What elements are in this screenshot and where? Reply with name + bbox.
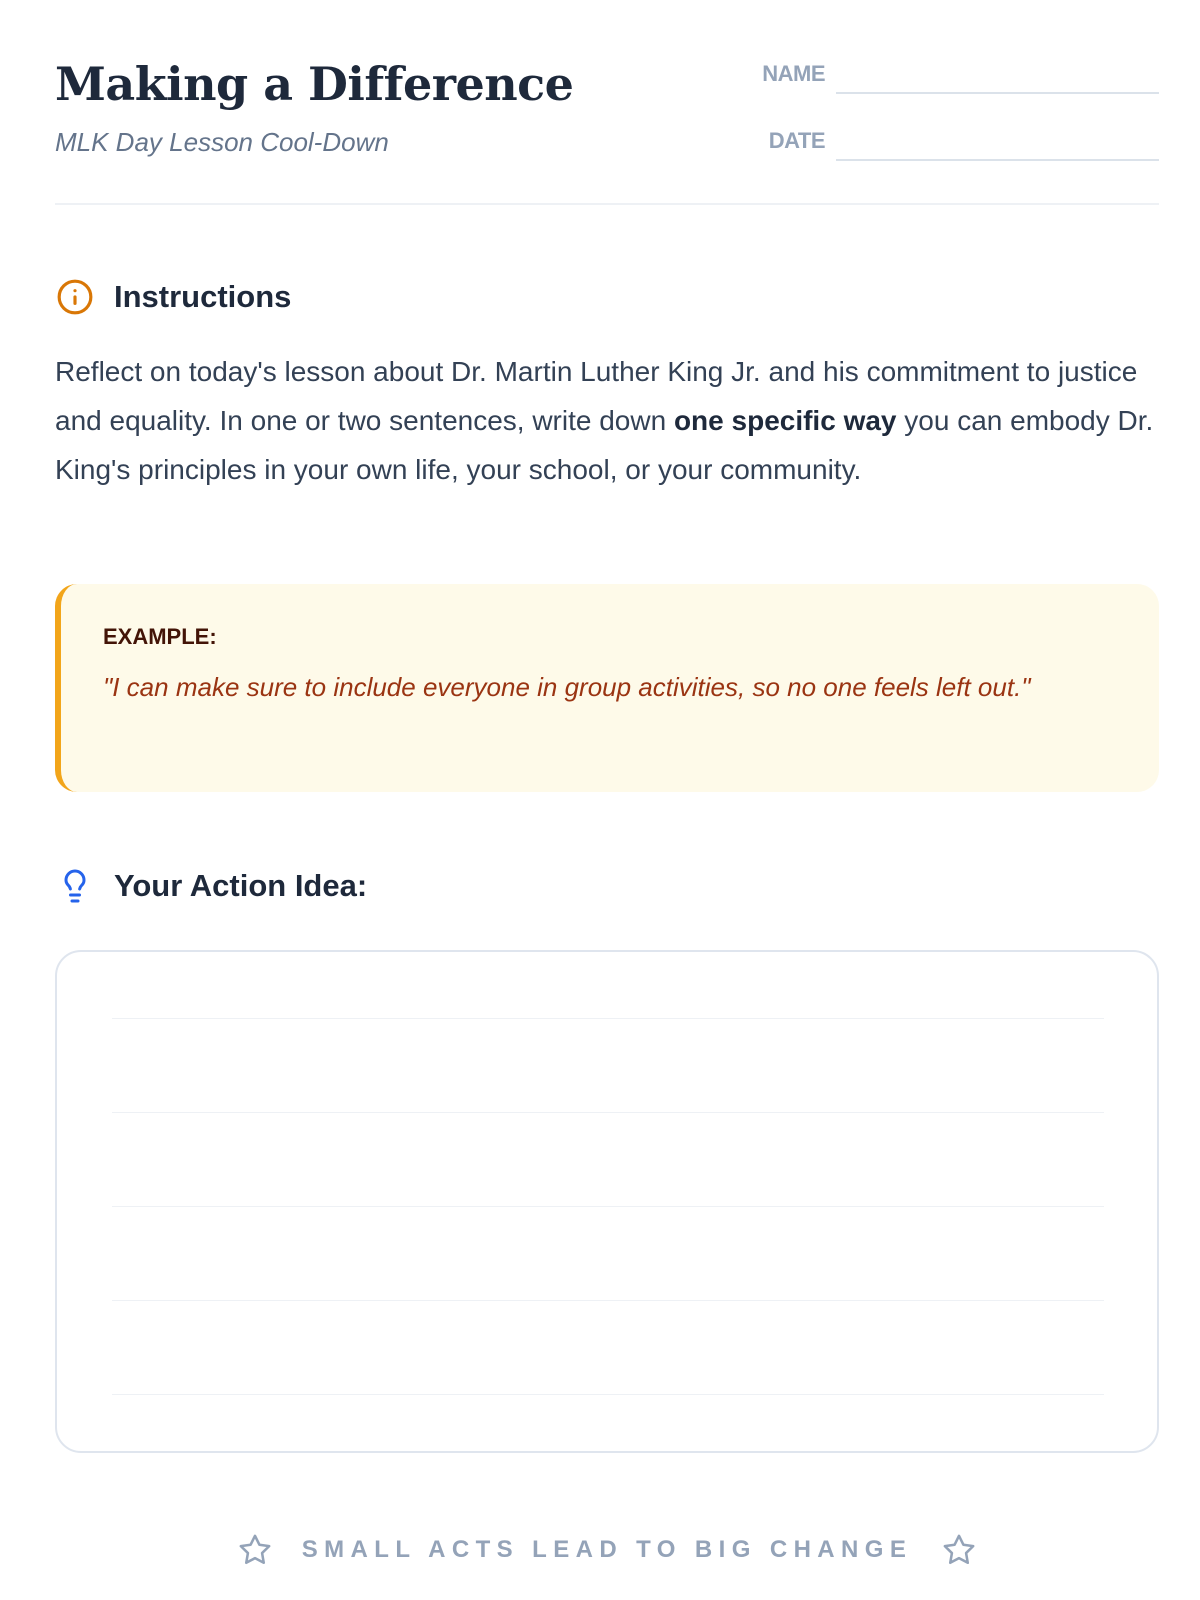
instructions-text-bold: one specific way — [673, 405, 897, 436]
answer-line — [112, 1206, 1104, 1207]
star-icon — [238, 1533, 272, 1567]
page-title: Making a Difference — [55, 57, 574, 111]
footer — [55, 1530, 1159, 1570]
instructions-heading — [55, 277, 291, 317]
date-field[interactable] — [836, 159, 1159, 161]
worksheet-header — [55, 0, 1159, 205]
action-idea-heading — [55, 866, 367, 906]
star-icon — [942, 1533, 976, 1567]
instructions-heading-label: Instructions — [114, 279, 292, 314]
lightbulb-icon — [55, 866, 95, 906]
instructions-text-before: Reflect on today's lesson about Dr. Martin Luther King Jr. and his commitment to justice and equality. In one or two sentences, write down — [55, 356, 1138, 436]
info-icon — [55, 277, 95, 317]
instructions-text-after: you can embody Dr. King's principles in your own life, your school, or your community. — [55, 405, 1154, 485]
name-field[interactable] — [836, 92, 1159, 94]
action-idea-heading-label: Your Action Idea: — [114, 868, 368, 903]
instructions-text — [55, 347, 1165, 494]
worksheet-page — [55, 0, 1159, 1600]
answer-line — [112, 1300, 1104, 1301]
example-text: "I can make sure to include everyone in group activities, so no one feels left out." — [103, 672, 1031, 702]
example-callout — [55, 584, 1159, 792]
page-subtitle: MLK Day Lesson Cool-Down — [55, 127, 389, 157]
example-label: EXAMPLE: — [103, 624, 217, 649]
date-label: DATE — [768, 128, 825, 153]
answer-line — [112, 1112, 1104, 1113]
answer-line — [112, 1394, 1104, 1395]
name-label: NAME — [762, 61, 825, 86]
answer-line — [112, 1018, 1104, 1019]
answer-area[interactable] — [55, 950, 1159, 1453]
footer-motto: SMALL ACTS LEAD TO BIG CHANGE — [301, 1536, 913, 1563]
